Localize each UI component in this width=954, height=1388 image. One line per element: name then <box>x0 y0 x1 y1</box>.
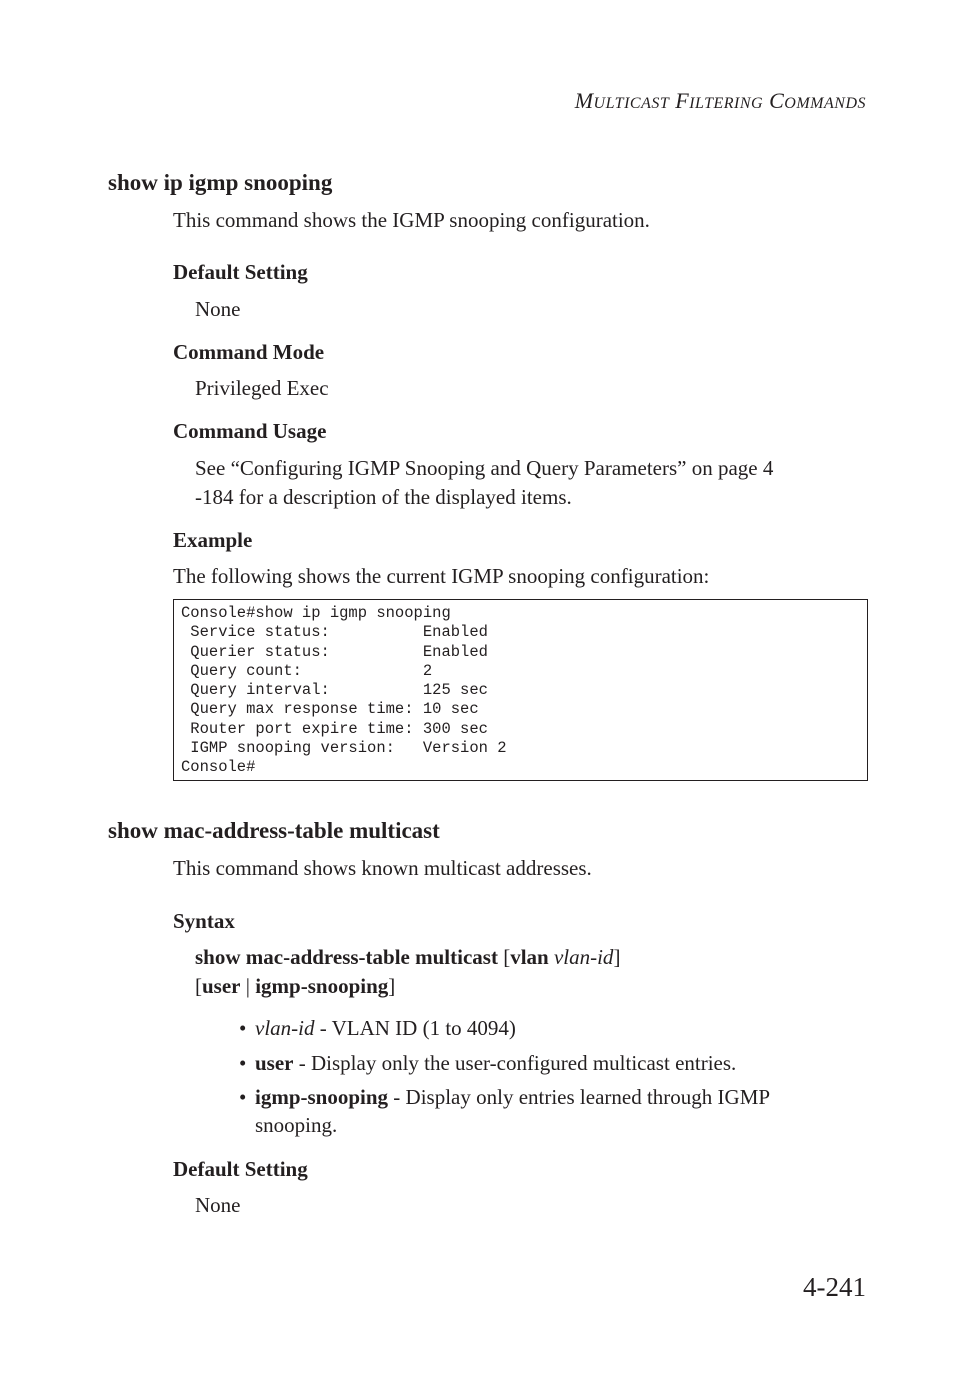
section-title-show-ip-igmp-snooping: show ip igmp snooping <box>108 170 333 195</box>
section-title-show-mac-address-table-multicast: show mac-address-table multicast <box>108 818 440 843</box>
bullet-term: vlan-id <box>255 1016 315 1040</box>
bullet-text: - Display only entries learned through IGMP <box>388 1085 771 1109</box>
syntax-keyword-vlan: vlan <box>510 945 549 969</box>
default-setting-heading: Default Setting <box>173 260 308 284</box>
syntax-keyword-igmp-snooping: igmp-snooping <box>255 974 389 998</box>
syntax-bracket: ] <box>388 974 396 998</box>
bullet-text: - VLAN ID (1 to 4094) <box>314 1016 516 1040</box>
running-head-small: OMMANDS <box>784 95 866 112</box>
bullet-continuation: snooping. <box>255 1113 338 1137</box>
bullet-icon: • <box>239 1016 247 1040</box>
command-mode-value: Privileged Exec <box>195 376 329 400</box>
syntax-line-2 <box>195 974 395 999</box>
syntax-bracket: [ <box>503 945 511 969</box>
list-item <box>239 1051 737 1076</box>
command-usage-line: See “Configuring IGMP Snooping and Query Parameters” on page 4 <box>195 456 774 480</box>
command-usage-line: -184 for a description of the displayed items. <box>195 485 572 509</box>
bullet-term: igmp-snooping <box>255 1085 389 1109</box>
syntax-command: show mac-address-table multicast <box>195 945 498 969</box>
bullet-icon: • <box>239 1051 247 1075</box>
list-item <box>239 1016 516 1041</box>
bullet-icon: • <box>239 1085 247 1109</box>
running-head-small: ULTICAST <box>593 95 670 112</box>
syntax-bracket: [ <box>195 974 202 998</box>
page-number: 4-241 <box>803 1272 866 1302</box>
default-setting-value: None <box>195 1193 241 1217</box>
running-head-cap: M <box>574 88 594 113</box>
section-description: This command shows the IGMP snooping configuration. <box>173 208 650 232</box>
default-setting-value: None <box>195 297 241 321</box>
list-item <box>239 1085 771 1110</box>
syntax-pipe: | <box>240 974 256 998</box>
command-usage-heading: Command Usage <box>173 419 327 443</box>
syntax-param-vlan-id: vlan-id <box>553 945 614 969</box>
code-example: Console#show ip igmp snooping Service status: Enabled Querier status: Enabled Query count: 2 Query interval: 125 sec Query max response time: 10 sec Router port expire time: 300 sec IGMP snooping version: Version 2 Console# <box>181 604 507 777</box>
section-description: This command shows known multicast addresses. <box>173 856 592 880</box>
bullet-text: - Display only the user-configured multicast entries. <box>293 1051 737 1075</box>
bullet-term: user <box>255 1051 294 1075</box>
running-head-cap: C <box>769 88 785 113</box>
code-example-box <box>173 599 868 781</box>
syntax-heading: Syntax <box>173 909 235 933</box>
running-head <box>575 88 866 114</box>
default-setting-heading: Default Setting <box>173 1157 308 1181</box>
syntax-keyword-user: user <box>202 974 241 998</box>
command-mode-heading: Command Mode <box>173 340 325 364</box>
running-head-small: ILTERING <box>689 95 764 112</box>
syntax-line-1 <box>195 945 620 970</box>
running-head-cap: F <box>675 88 690 113</box>
example-intro: The following shows the current IGMP snooping configuration: <box>173 564 710 588</box>
syntax-bracket: ] <box>613 945 621 969</box>
example-heading: Example <box>173 528 253 552</box>
